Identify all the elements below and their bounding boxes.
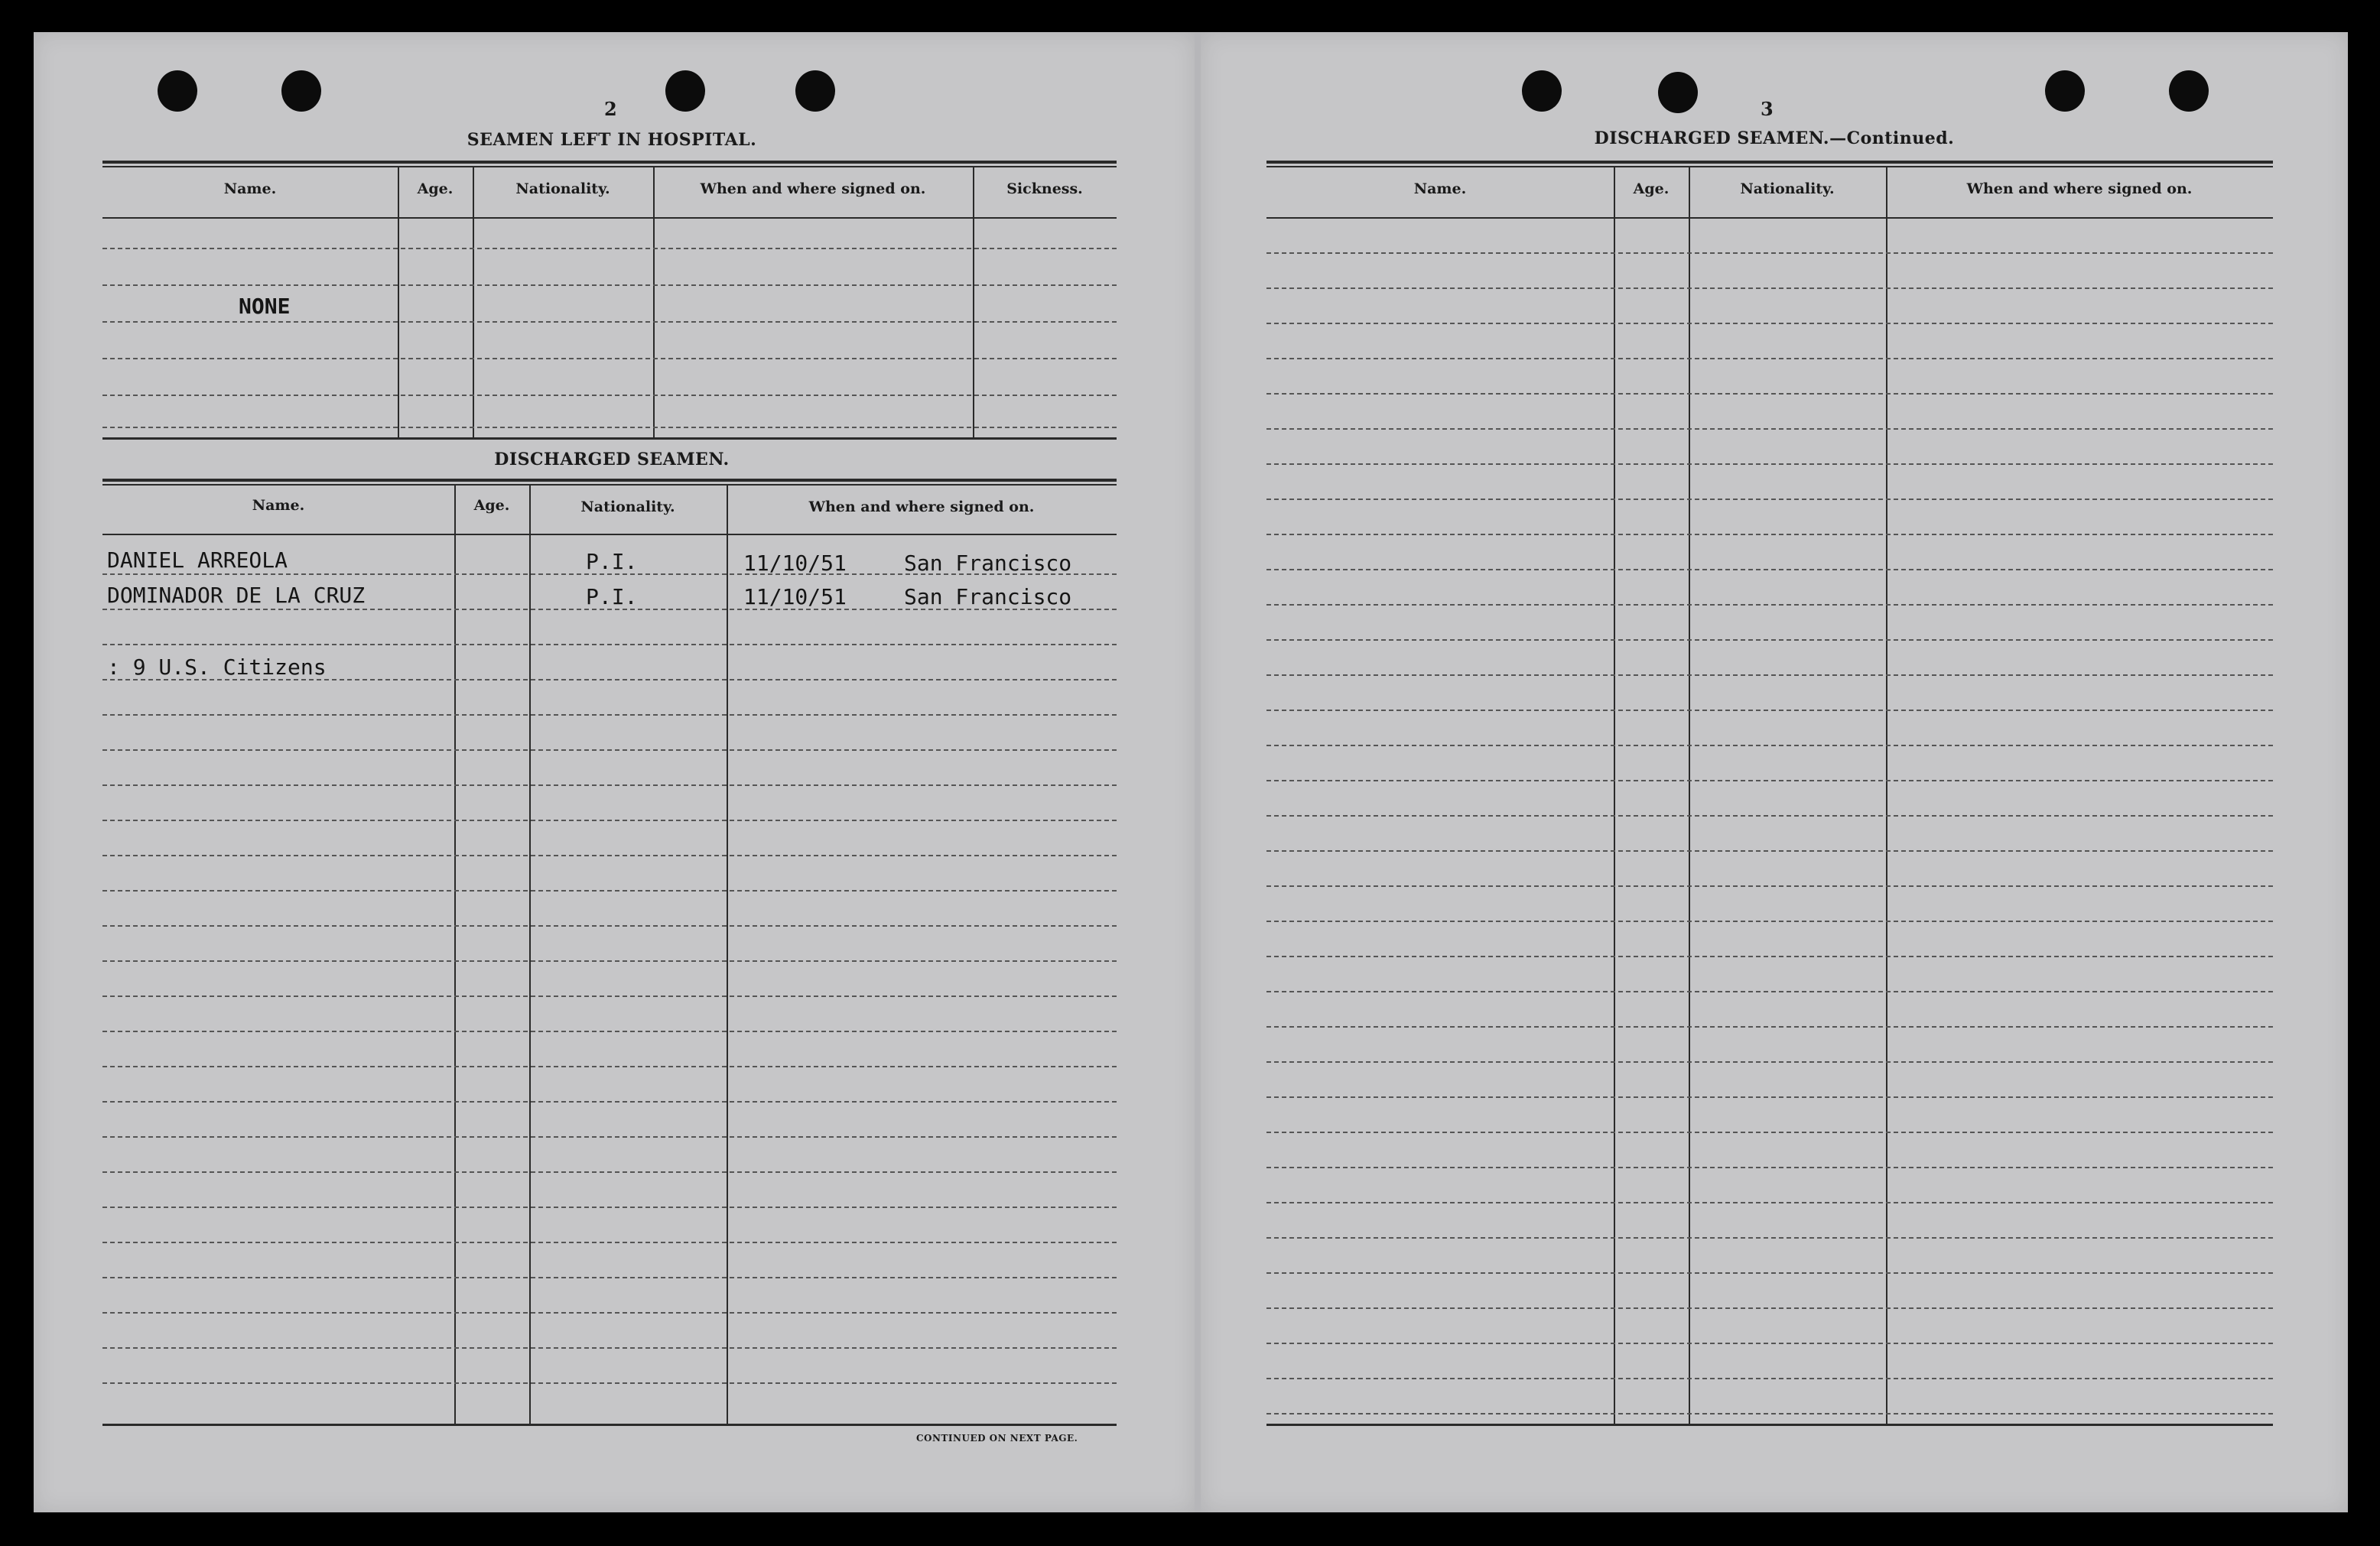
left-page: [34, 32, 1195, 1512]
ruled-row-line: [102, 1136, 1117, 1138]
hospital-col-divider: [398, 167, 399, 437]
ruled-row-line: [1266, 674, 2273, 676]
ruled-row-line: [1266, 1237, 2273, 1239]
ruled-row-line: [1266, 921, 2273, 922]
ruled-row-line: [102, 995, 1117, 997]
ruled-row-line: [1266, 287, 2273, 289]
right-col-divider: [1689, 167, 1690, 1424]
right-header-rule: [1266, 217, 2273, 219]
ruled-row-line: [1266, 1132, 2273, 1133]
right-header-age: Age.: [1633, 180, 1670, 197]
hospital-header-age: Age.: [417, 180, 454, 197]
discharged-continued-title: DISCHARGED SEAMEN.—Continued.: [1594, 128, 1955, 148]
hospital-header-name: Name.: [223, 180, 277, 197]
discharged-header-nationality: Nationality.: [580, 499, 675, 515]
discharged-nationality: P.I.: [586, 584, 638, 609]
discharged-bottom-rule: [102, 1424, 1117, 1426]
ruled-row-line: [1266, 393, 2273, 395]
hospital-top-rule: [102, 161, 1117, 164]
discharged-top-rule-2: [102, 484, 1117, 486]
punch-hole: [1658, 72, 1698, 113]
right-col-divider: [1886, 167, 1887, 1424]
ruled-row-line: [1266, 1413, 2273, 1414]
ruled-row-line: [102, 714, 1117, 716]
hospital-col-divider: [653, 167, 655, 437]
hospital-header-nationality: Nationality.: [515, 180, 610, 197]
ruled-row-line: [102, 644, 1117, 645]
ruled-row-line: [102, 749, 1117, 751]
ruled-row-line: [1266, 1307, 2273, 1309]
continued-note: CONTINUED ON NEXT PAGE.: [916, 1433, 1078, 1444]
hospital-row-line: [102, 284, 1117, 286]
right-top-rule: [1266, 161, 2273, 164]
ruled-row-line: [1266, 428, 2273, 430]
discharged-header-name: Name.: [252, 497, 305, 514]
ruled-row-line: [102, 1066, 1117, 1067]
ruled-row-line: [102, 1031, 1117, 1032]
hospital-col-divider: [973, 167, 974, 437]
ruled-row-line: [1266, 534, 2273, 535]
ruled-row-line: [1266, 1343, 2273, 1344]
hospital-header-signed-on: When and where signed on.: [700, 180, 926, 197]
discharged-header-age: Age.: [473, 497, 510, 514]
ruled-row-line: [1266, 956, 2273, 957]
hospital-bottom-rule: [102, 437, 1117, 440]
right-page: [1201, 32, 2348, 1512]
ruled-row-line: [102, 925, 1117, 927]
ruled-row-line: [1266, 499, 2273, 500]
hospital-row-line: [102, 321, 1117, 323]
ruled-row-line: [102, 1242, 1117, 1243]
ruled-row-line: [1266, 1378, 2273, 1379]
ruled-row-line: [102, 784, 1117, 786]
discharged-date: 11/10/51: [743, 551, 847, 576]
ruled-row-line: [1266, 1061, 2273, 1063]
discharged-section-title: DISCHARGED SEAMEN.: [494, 450, 730, 469]
right-top-rule-2: [1266, 166, 2273, 167]
ruled-row-line: [1266, 885, 2273, 887]
page-number-left: 2: [604, 98, 617, 120]
punch-hole: [2169, 70, 2209, 112]
discharged-col-divider: [454, 485, 456, 1424]
ruled-row-line: [1266, 815, 2273, 817]
page-gutter: [1195, 32, 1201, 1512]
right-header-name: Name.: [1413, 180, 1467, 197]
ruled-row-line: [102, 1382, 1117, 1384]
ruled-row-line: [1266, 780, 2273, 781]
hospital-row-line: [102, 358, 1117, 359]
ruled-row-line: [1266, 745, 2273, 746]
punch-hole: [1522, 70, 1562, 112]
ruled-row-line: [102, 855, 1117, 856]
discharged-place: San Francisco: [904, 551, 1072, 576]
hospital-entry: NONE: [239, 294, 291, 319]
ruled-row-line: [1266, 850, 2273, 852]
discharged-name: DOMINADOR DE LA CRUZ: [107, 583, 366, 608]
ruled-row-line: [1266, 639, 2273, 641]
discharged-header-rule: [102, 534, 1117, 535]
discharged-header-signed-on: When and where signed on.: [808, 499, 1035, 515]
ruled-row-line: [1266, 569, 2273, 570]
hospital-col-divider: [473, 167, 474, 437]
ruled-row-line: [102, 1347, 1117, 1349]
discharged-place: San Francisco: [904, 584, 1072, 609]
ruled-row-line: [102, 960, 1117, 962]
punch-hole: [665, 70, 705, 112]
right-col-divider: [1614, 167, 1615, 1424]
hospital-header-sickness: Sickness.: [1006, 180, 1083, 197]
ruled-row-line: [1266, 710, 2273, 711]
page-number-right: 3: [1761, 98, 1774, 120]
ruled-row-line: [1266, 252, 2273, 254]
hospital-row-line: [102, 427, 1117, 428]
right-header-signed-on: When and where signed on.: [1966, 180, 2193, 197]
ruled-row-line: [1266, 1272, 2273, 1274]
discharged-col-divider: [727, 485, 728, 1424]
punch-hole: [158, 70, 197, 112]
ruled-row-line: [102, 1207, 1117, 1208]
hospital-row-line: [102, 395, 1117, 396]
ruled-row-line: [102, 1312, 1117, 1314]
ruled-row-line: [102, 820, 1117, 821]
ruled-row-line: [102, 1101, 1117, 1103]
ruled-row-line: [1266, 991, 2273, 992]
right-bottom-rule: [1266, 1424, 2273, 1426]
hospital-row-line: [102, 248, 1117, 249]
ruled-row-line: [1266, 1202, 2273, 1203]
hospital-header-rule: [102, 217, 1117, 219]
ruled-row-line: [1266, 1167, 2273, 1168]
discharged-date: 11/10/51: [743, 584, 847, 609]
punch-hole: [795, 70, 835, 112]
ruled-row-line: [102, 1277, 1117, 1278]
ruled-row-line: [102, 1171, 1117, 1173]
punch-hole: [281, 70, 321, 112]
ruled-row-line: [1266, 323, 2273, 324]
discharged-col-divider: [529, 485, 531, 1424]
discharged-top-rule: [102, 479, 1117, 482]
hospital-top-rule-2: [102, 166, 1117, 167]
right-header-nationality: Nationality.: [1740, 180, 1835, 197]
ruled-row-line: [102, 890, 1117, 892]
ruled-row-line: [1266, 1026, 2273, 1028]
discharged-name: DANIEL ARREOLA: [107, 547, 288, 573]
ruled-row-line: [1266, 463, 2273, 465]
hospital-section-title: SEAMEN LEFT IN HOSPITAL.: [467, 130, 757, 150]
ruled-row-line: [1266, 1096, 2273, 1098]
discharged-nationality: P.I.: [586, 549, 638, 574]
punch-hole: [2045, 70, 2085, 112]
citizens-note: : 9 U.S. Citizens: [107, 654, 327, 680]
ruled-row-line: [1266, 358, 2273, 359]
ruled-row-line: [1266, 604, 2273, 606]
